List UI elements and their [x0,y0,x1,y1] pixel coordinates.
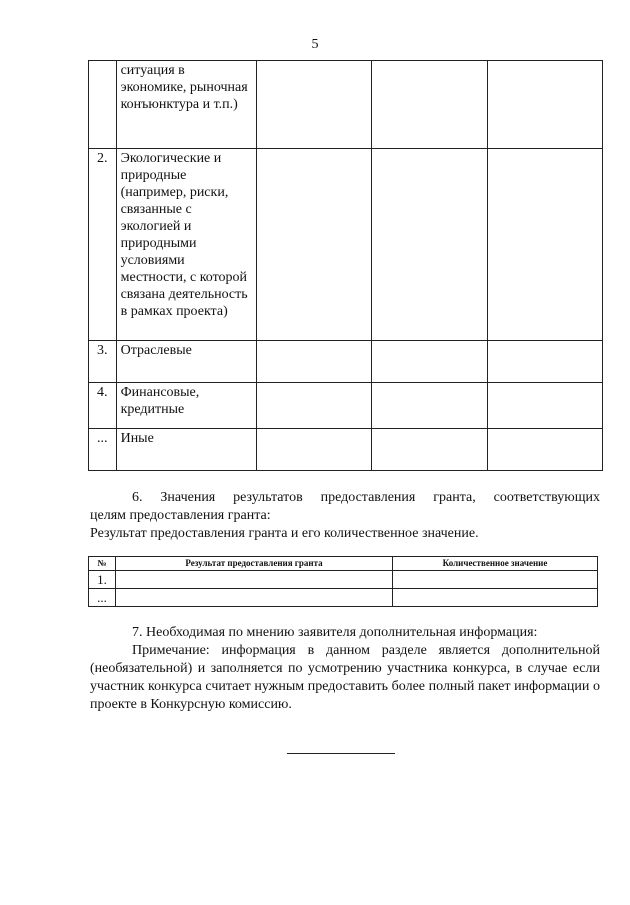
column-header-result: Результат предоставления гранта [116,557,393,571]
risk-label: ситуация в экономике, рыночная конъюнктура и т.п.) [116,61,256,149]
empty-cell [372,149,487,341]
empty-cell [487,61,603,149]
column-header-number: № [89,557,116,571]
empty-cell [372,383,487,429]
empty-cell [116,589,393,607]
end-divider [287,753,395,754]
risk-label: Иные [116,429,256,471]
empty-cell [487,429,603,471]
empty-cell [487,149,603,341]
empty-cell [256,383,371,429]
table-row [89,571,598,589]
row-number: ... [89,429,117,471]
row-number: 4. [89,383,117,429]
empty-cell [372,429,487,471]
empty-cell [487,383,603,429]
row-number: 3. [89,341,117,383]
row-number: 1. [89,571,116,589]
row-number: 2. [89,149,117,341]
empty-cell [256,149,371,341]
empty-cell [372,61,487,149]
empty-cell [116,571,393,589]
section6-continuation: целям предоставления гранта: [90,508,271,523]
table-row [89,589,598,607]
section7-note: Примечание: информация в данном разделе является дополнительной (необязательной) и заполняется по усмотрению участника конкурса, в случае если участник конкурса считает нужным предоставить более полный пакет информации о проекте в Конкурсную комиссию. [90,643,600,712]
risk-label: Финансовые, кредитные [116,383,256,429]
empty-cell [372,341,487,383]
risk-table [88,60,603,471]
section6-subtitle: Результат предоставления гранта и его количественное значение. [90,526,479,541]
risk-label: Экологические и природные (например, риски, связанные с экологией и природными условиями местности, с которой связана деятельность в рамках проекта) [116,149,256,341]
table-row [89,341,603,383]
table-header-row [89,557,598,571]
risk-label: Отраслевые [116,341,256,383]
empty-cell [256,61,371,149]
row-number [89,61,117,149]
empty-cell [487,341,603,383]
table-row [89,429,603,471]
table-row [89,383,603,429]
table-row [89,61,603,149]
row-number: ... [89,589,116,607]
table-row [89,149,603,341]
section7-heading: 7. Необходимая по мнению заявителя дополнительная информация: [132,625,538,640]
empty-cell [393,571,598,589]
column-header-quantity: Количественное значение [393,557,598,571]
page-number: 5 [311,37,319,52]
section6-heading: 6. Значения результатов предоставления гранта, соответствующих [132,490,600,505]
result-table [88,556,598,607]
empty-cell [256,429,371,471]
empty-cell [393,589,598,607]
empty-cell [256,341,371,383]
